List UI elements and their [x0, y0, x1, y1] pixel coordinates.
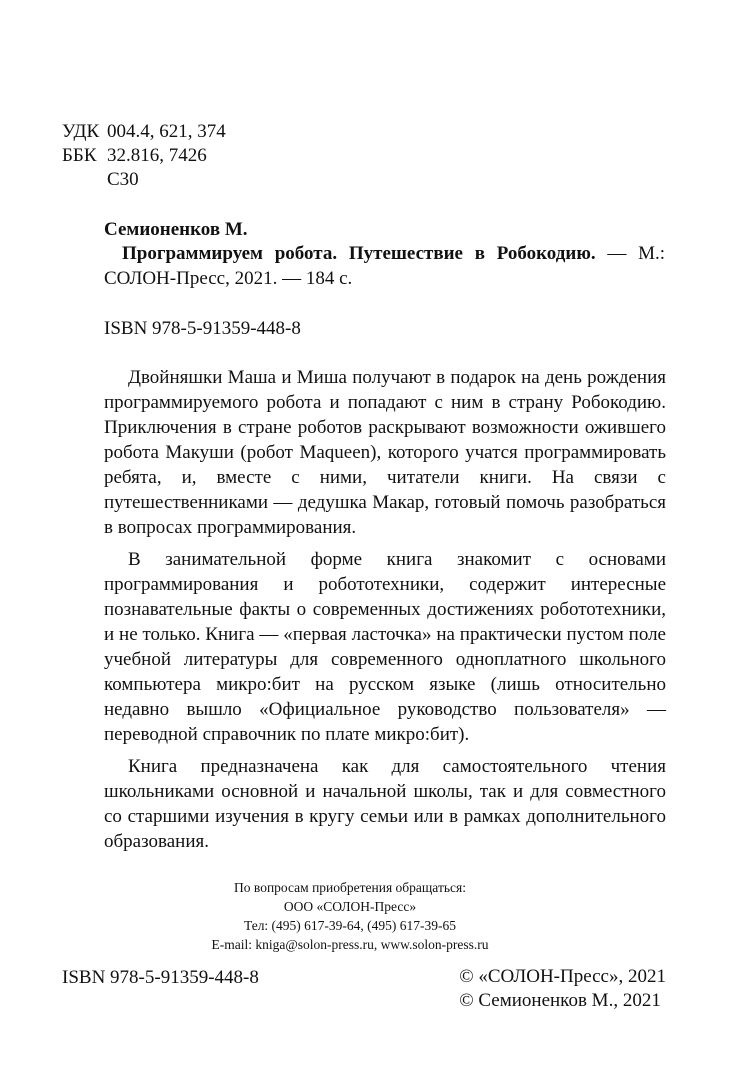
- bbk-value: 32.816, 7426: [107, 145, 207, 166]
- isbn-footer: ISBN 978-5-91359-448-8: [62, 967, 259, 988]
- isbn-main: ISBN 978-5-91359-448-8: [104, 318, 301, 339]
- udk-row: [62, 120, 226, 144]
- copyright-block: [459, 965, 666, 1013]
- udk-label: УДК: [62, 121, 100, 142]
- copyright-author: © Семионенков М., 2021: [459, 990, 661, 1011]
- contacts-heading: По вопросам приобретения обращаться:: [234, 880, 466, 895]
- bbk-row: [62, 144, 226, 168]
- contacts-email: E-mail: kniga@solon-press.ru, www.solon-press.ru: [211, 937, 489, 952]
- contacts-phone: Тел: (495) 617-39-64, (495) 617-39-65: [243, 918, 457, 933]
- abstract-paragraph: В занимательной форме книга знакомит с основами программирования и робототехники, содержит интересные познавательные факты о современных достижениях робототехники, и не только. Книга — «первая ласточка» на практически пустом поле учебной литературы для современного одноплатного школьного компьютера микро:бит на русском языке (лишь относительно недавно вышло «Официальное руководство пользователя» — переводной справочник по плате микро:бит).: [104, 549, 666, 745]
- contacts-company: ООО «СОЛОН-Пресс»: [283, 899, 417, 914]
- author-mark: С30: [107, 169, 139, 190]
- author-name: Семионенков М.: [104, 219, 248, 240]
- classification-block: [62, 120, 226, 192]
- udk-value: 004.4, 621, 374: [107, 121, 226, 142]
- book-title: Программируем робота. Путешествие в Робокодию.: [122, 243, 596, 264]
- bbk-label: ББК: [62, 145, 97, 166]
- abstract-paragraph: Книга предназначена как для самостоятельного чтения школьниками основной и начальной школы, так и для совместного со старшими изучения в кругу семьи или в рамках дополнительного образования.: [104, 756, 666, 852]
- copyright-publisher: © «СОЛОН-Пресс», 2021: [459, 966, 666, 987]
- bibliographic-citation: [104, 241, 665, 291]
- author-mark-row: [62, 168, 226, 192]
- abstract: [104, 365, 666, 861]
- citation-details: — М.: СОЛОН-Пресс, 2021. — 184 с.: [104, 243, 665, 289]
- contacts-block: [104, 878, 596, 954]
- abstract-paragraph: Двойняшки Маша и Миша получают в подарок на день рождения программируемого робота и попадают с ним в страну Робокодию. Приключения в стране роботов раскрывают возможности ожившего робота Макуши (робот Maqueen), которого учатся программировать ребята, и, вместе с ними, читатели книги. На связи с путешественниками — дедушка Макар, готовый помочь разобраться в вопросах программирования.: [104, 367, 666, 538]
